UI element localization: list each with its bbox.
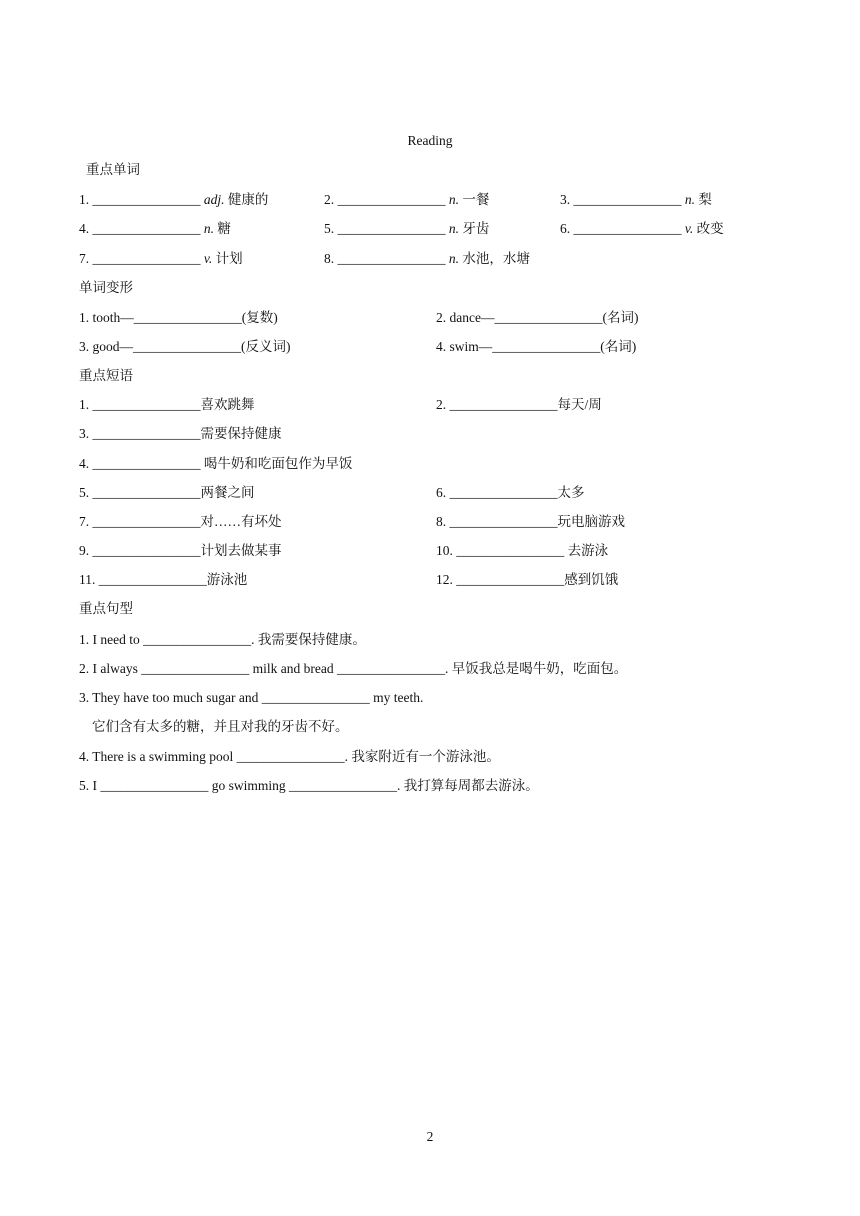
section-heading-word-forms: 单词变形 bbox=[79, 280, 133, 295]
word-item-7: 7. ________________ v. 计划 bbox=[79, 251, 243, 266]
phrase-item-9: 9. ________________计划去做某事 bbox=[79, 543, 282, 558]
section-heading-key-words: 重点单词 bbox=[86, 162, 140, 177]
word-item-4: 4. ________________ n. 糖 bbox=[79, 221, 231, 236]
form-item-1: 1. tooth—________________(复数) bbox=[79, 310, 278, 325]
sentence-item-1: 1. I need to ________________. 我需要保持健康。 bbox=[79, 632, 366, 647]
phrase-item-6: 6. ________________太多 bbox=[436, 485, 585, 500]
phrase-item-1: 1. ________________喜欢跳舞 bbox=[79, 397, 255, 412]
phrase-item-8: 8. ________________玩电脑游戏 bbox=[436, 514, 625, 529]
section-heading-key-sentences: 重点句型 bbox=[79, 601, 133, 616]
phrase-item-10: 10. ________________ 去游泳 bbox=[436, 543, 609, 558]
phrase-item-12: 12. ________________感到饥饿 bbox=[436, 572, 619, 587]
sentence-item-5: 5. I ________________ go swimming ________________. 我打算每周都去游泳。 bbox=[79, 778, 539, 793]
sentence-item-3-translation: 它们含有太多的糖，并且对我的牙齿不好。 bbox=[92, 719, 349, 734]
word-item-8: 8. ________________ n. 水池，水塘 bbox=[324, 251, 530, 266]
phrase-item-3: 3. ________________需要保持健康 bbox=[79, 426, 282, 441]
phrase-item-5: 5. ________________两餐之间 bbox=[79, 485, 255, 500]
form-item-2: 2. dance—________________(名词) bbox=[436, 310, 639, 325]
word-item-6: 6. ________________ v. 改变 bbox=[560, 221, 724, 236]
word-item-5: 5. ________________ n. 牙齿 bbox=[324, 221, 490, 236]
section-heading-key-phrases: 重点短语 bbox=[79, 368, 133, 383]
sentence-item-4: 4. There is a swimming pool ________________. 我家附近有一个游泳池。 bbox=[79, 749, 500, 764]
sentence-item-3: 3. They have too much sugar and ________________ my teeth. bbox=[79, 690, 424, 705]
phrase-item-7: 7. ________________对……有坏处 bbox=[79, 514, 282, 529]
phrase-item-4: 4. ________________ 喝牛奶和吃面包作为早饭 bbox=[79, 456, 353, 471]
word-item-2: 2. ________________ n. 一餐 bbox=[324, 192, 490, 207]
form-item-3: 3. good—________________(反义词) bbox=[79, 339, 291, 354]
word-item-3: 3. ________________ n. 梨 bbox=[560, 192, 712, 207]
phrase-item-11: 11. ________________游泳池 bbox=[79, 572, 248, 587]
form-item-4: 4. swim—________________(名词) bbox=[436, 339, 637, 354]
word-item-1: 1. ________________ adj. 健康的 bbox=[79, 192, 269, 207]
sentence-item-2: 2. I always ________________ milk and bread ________________. 早饭我总是喝牛奶，吃面包。 bbox=[79, 661, 628, 676]
page-number: 2 bbox=[426, 1129, 434, 1144]
page-title: Reading bbox=[407, 133, 453, 148]
phrase-item-2: 2. ________________每天/周 bbox=[436, 397, 602, 412]
